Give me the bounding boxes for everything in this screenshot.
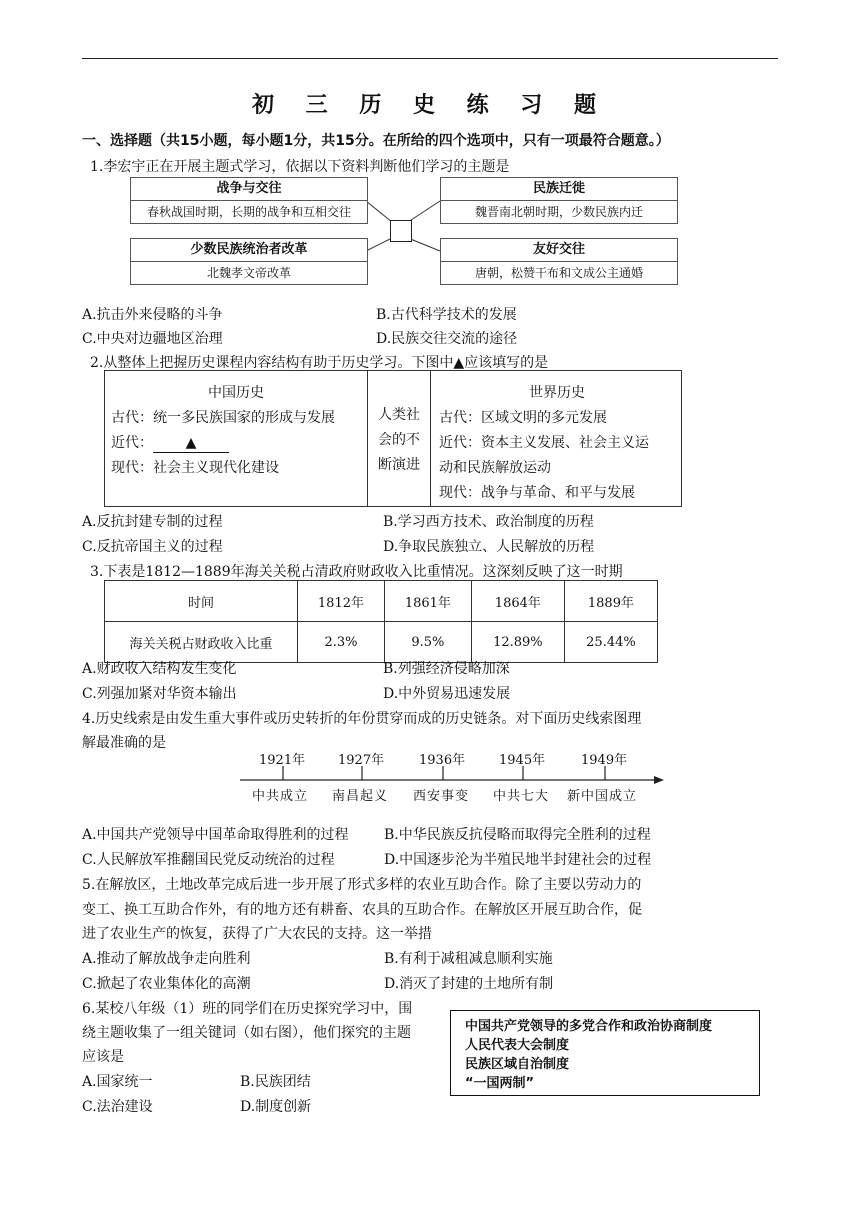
q6-stem: 6.某校八年级（1）班的同学们在历史探究学习中，围	[82, 1001, 413, 1017]
q3-option-b[interactable]: B.列强经济侵略加深	[383, 661, 510, 677]
q4-year: 1921年	[259, 753, 306, 768]
q1-option-a[interactable]: A.抗击外来侵略的斗争	[82, 307, 223, 323]
q4-event: 南昌起义	[332, 789, 389, 804]
q2-world-cell	[431, 371, 682, 507]
q4-year: 1927年	[338, 753, 385, 768]
q1-box-head: 少数民族统治者改革	[131, 239, 367, 262]
q3-option-d[interactable]: D.中外贸易迅速发展	[383, 686, 511, 702]
q2-modern-label: 近代：	[111, 435, 153, 451]
q4-year: 1945年	[499, 753, 546, 768]
q3-row-label: 海关关税占财政收入比重	[105, 622, 298, 663]
q2-middle-line: 会的不	[378, 432, 420, 448]
q1-center-box	[390, 220, 412, 242]
q2-middle-line: 断演进	[378, 457, 420, 473]
q6-option-a[interactable]: A.国家统一	[82, 1074, 153, 1090]
q1-option-b[interactable]: B.古代科学技术的发展	[376, 307, 517, 323]
q5-stem-cont: 进了农业生产的恢复，获得了广大农民的支持。这一举措	[82, 926, 432, 942]
q6-option-b[interactable]: B.民族团结	[240, 1074, 311, 1090]
page-title: 初 三 历 史 练 习 题	[252, 93, 608, 118]
q3-stem: 3.下表是1812—1889年海关关税占清政府财政收入比重情况。这深刻反映了这一时期	[90, 564, 623, 580]
q3-option-a[interactable]: A.财政收入结构发生变化	[82, 661, 237, 677]
q1-box-migration	[440, 177, 678, 224]
q1-box-head: 战争与交往	[131, 178, 367, 201]
q3-cell: 9.5%	[384, 622, 471, 663]
q5-option-a[interactable]: A.推动了解放战争走向胜利	[82, 951, 251, 967]
q3-cell: 12.89%	[471, 622, 564, 663]
q1-stem: 1.李宏宇正在开展主题式学习，依据以下资料判断他们学习的主题是	[90, 159, 510, 175]
q2-middle-line: 人类社	[378, 407, 420, 423]
q2-stem: 2.从整体上把握历史课程内容结构有助于历史学习。下图中▲应该填写的是	[90, 355, 549, 371]
q4-option-b[interactable]: B.中华民族反抗侵略而取得完全胜利的过程	[384, 827, 651, 843]
q2-china-head: 中国历史	[208, 385, 264, 401]
q3-option-c[interactable]: C.列强加紧对华资本输出	[82, 686, 237, 702]
q1-box-reform	[130, 238, 368, 285]
q2-option-a[interactable]: A.反抗封建专制的过程	[82, 514, 223, 530]
q6-option-c[interactable]: C.法治建设	[82, 1099, 153, 1115]
q6-keyword: 人民代表大会制度	[465, 1038, 570, 1053]
q1-box-friendly	[440, 238, 678, 285]
q2-option-b[interactable]: B.学习西方技术、政治制度的历程	[383, 514, 594, 530]
q1-box-head: 友好交往	[441, 239, 677, 262]
q1-box-body: 魏晋南北朝时期，少数民族内迁	[474, 205, 643, 219]
q1-box-head: 民族迁徙	[441, 178, 677, 201]
q6-keyword: 民族区域自治制度	[465, 1057, 570, 1072]
q4-option-c[interactable]: C.人民解放军推翻国民党反动统治的过程	[82, 852, 335, 868]
q2-china-cell	[105, 371, 368, 507]
q1-option-d[interactable]: D.民族交往交流的途径	[376, 331, 518, 347]
q4-option-a[interactable]: A.中国共产党领导中国革命取得胜利的过程	[82, 827, 349, 843]
q3-cell: 25.44%	[564, 622, 657, 663]
q5-option-c[interactable]: C.掀起了农业集体化的高潮	[82, 976, 251, 992]
q2-world-head: 世界历史	[529, 385, 585, 401]
q3-cell: 2.3%	[298, 622, 385, 663]
q4-event: 新中国成立	[567, 789, 638, 804]
q6-keyword: 中国共产党领导的多党合作和政治协商制度	[465, 1019, 713, 1034]
q4-event: 中共七大	[493, 789, 550, 804]
q3-header-cell: 时间	[105, 581, 298, 622]
q2-world-ancient: 古代：区域文明的多元发展	[439, 410, 607, 426]
q2-option-d[interactable]: D.争取民族独立、人民解放的历程	[383, 539, 595, 555]
q5-option-b[interactable]: B.有利于减租减息顺利实施	[384, 951, 553, 967]
q3-header-cell: 1864年	[471, 581, 564, 622]
q1-connectors	[0, 0, 860, 300]
q1-option-c[interactable]: C.中央对边疆地区治理	[82, 331, 223, 347]
q6-keyword-box	[450, 1010, 760, 1096]
q1-box-war-exchange	[130, 177, 368, 224]
q2-world-modern-cont: 动和民族解放运动	[439, 460, 551, 476]
q3-header-cell: 1812年	[298, 581, 385, 622]
q2-world-modern: 近代：资本主义发展、社会主义运	[439, 435, 649, 451]
q2-china-ancient: 古代：统一多民族国家的形成与发展	[111, 410, 335, 426]
q2-table	[104, 370, 682, 507]
q4-year: 1949年	[581, 753, 628, 768]
q2-middle-cell	[368, 371, 431, 507]
q2-china-contemporary: 现代：社会主义现代化建设	[111, 460, 279, 476]
q1-box-body: 春秋战国时期，长期的战争和互相交往	[146, 205, 351, 219]
q4-event: 西安事变	[413, 789, 470, 804]
q6-option-d[interactable]: D.制度创新	[240, 1099, 312, 1115]
q5-option-d[interactable]: D.消灭了封建的土地所有制	[384, 976, 554, 992]
q6-keyword: “一国两制”	[465, 1076, 535, 1091]
q2-china-modern	[111, 431, 361, 456]
q6-stem-cont: 应该是	[82, 1049, 124, 1065]
q1-box-body: 唐朝，松赞干布和文成公主通婚	[474, 266, 643, 280]
q6-stem-cont: 绕主题收集了一组关键词（如右图），他们探究的主题	[82, 1025, 411, 1041]
q4-option-d[interactable]: D.中国逐步沦为半殖民地半封建社会的过程	[384, 852, 652, 868]
q4-year: 1936年	[419, 753, 466, 768]
q3-table	[104, 580, 658, 663]
q2-option-c[interactable]: C.反抗帝国主义的过程	[82, 539, 223, 555]
q1-box-body: 北魏孝文帝改革	[206, 266, 291, 280]
q3-header-cell: 1889年	[564, 581, 657, 622]
q2-world-contemporary: 现代：战争与革命、和平与发展	[439, 485, 635, 501]
q4-stem-cont: 解最准确的是	[82, 735, 166, 751]
q3-header-cell: 1861年	[384, 581, 471, 622]
q4-event: 中共成立	[252, 789, 309, 804]
q5-stem-cont: 变工、换工互助合作外，有的地方还有耕畜、农具的互助合作。在解放区开展互助合作，促	[82, 902, 642, 918]
q5-stem: 5.在解放区，土地改革完成后进一步开展了形式多样的农业互助合作。除了主要以劳动力的	[82, 877, 642, 893]
q4-stem: 4.历史线索是由发生重大事件或历史转折的年份贯穿而成的历史链条。对下面历史线索图理	[82, 711, 642, 727]
q2-blank-triangle: ▲	[153, 434, 229, 453]
section-heading: 一、选择题（共15小题，每小题1分，共15分。在所给的四个选项中，只有一项最符合题意。）	[82, 133, 670, 149]
